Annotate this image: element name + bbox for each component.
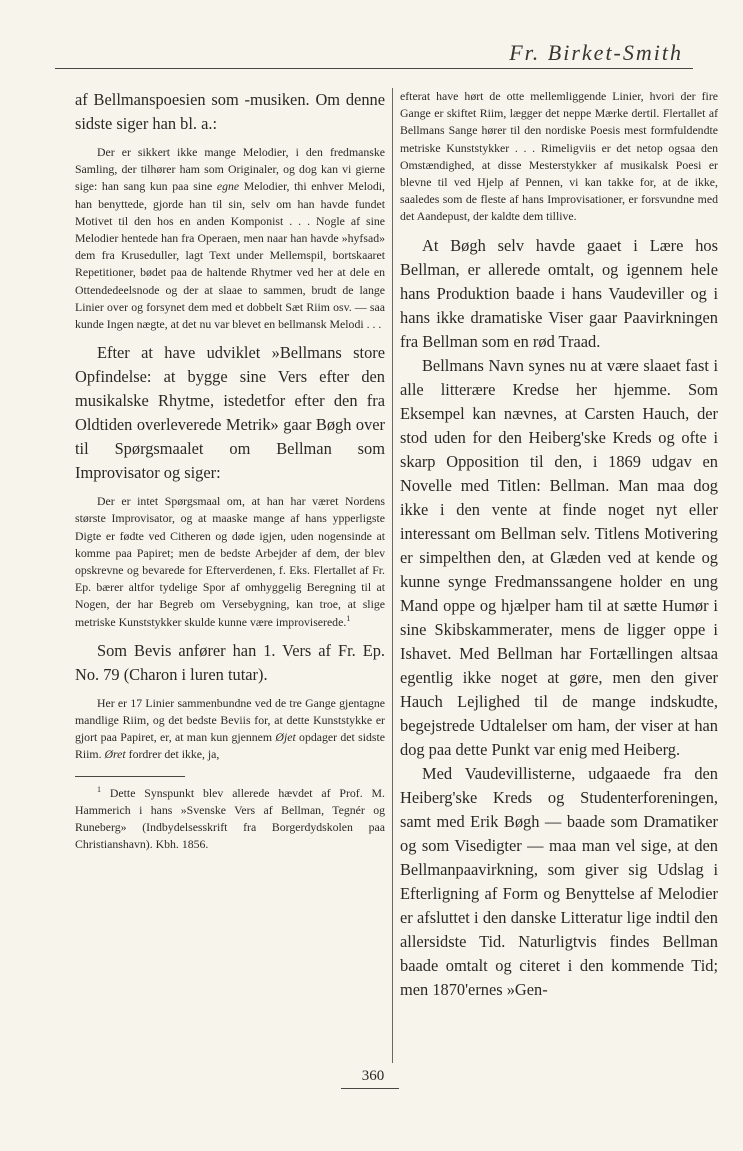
footnote-ref[interactable]: 1 [346,613,351,623]
footnote: $^1$ Dette Synspunkt blev allerede hævdet af Prof. M. Hammerich i hans »Svenske Vers af Bellman, Tegnér og Runeberg» (Indbydelsesskrift fra Borgerdydskolen paa Christianshavn). Kbh. 1856. [75,784,385,852]
footnote-number: 1 [97,784,101,794]
header-rule [55,68,693,69]
emphasis: Øjet [275,730,296,745]
emphasis: Øret [104,747,126,762]
paragraph: Efter at have udviklet »Bellmans store Opfindelse: at bygge sine Vers efter den musikalske Rhytme, istedetfor efter den fra Oldtiden overleverede Metrik» gaar Bøgh over til Spørgsmaalet om Bellman som Improvisator og siger: [75,343,385,483]
page-number-rule [341,1088,399,1089]
right-column [400,88,718,1002]
column-divider [392,88,393,1063]
block-quote: Der er intet Spørgsmaal om, at han har været Nordens største Improvisator, og at maaske mange af hans ypperligste Digte er fødte ved Citheren og døde igjen, uden nogensinde at komme paa Papiret; men de bedste Arbejder af dem, der blev opskrevne og bevarede for Efterverdenen, f. Eks. Flertallet af Fr. Ep. bærer altfor tydelige Spor af omhyggelig Beregning til at Nogen, der har Begreb om Versebygning, kan troe, at slige metriske Kunststykker skulde kunne være improviserede.$^1$ [75,494,385,629]
paragraph: Som Bevis anfører han 1. Vers af Fr. Ep. No. 79 (Charon i luren tutar). [75,640,385,684]
left-column [75,88,385,853]
footnote-rule [75,776,185,777]
block-quote-continuation: efterat have hørt de otte mellemliggende Linier, hvori der fire Gange er skiftet Riim, lægger det neppe Mærke dertil. Flertallet af Bellmans Sange hører til den nordiske Poesis mest formfuldendte metriske Kunststykker . . . Rimeligviis er det netop ogsaa den Omstændighed, at disse Mesterstykker af musikalsk Poesi er blevne til ved Hjelp af Pennen, vi kan takke for, at de ikke, saaledes som de fleste af hans Improvisationer, er forsvundne med det Aandepust, der kaldte dem tillive. [400,89,718,224]
paragraph: At Bøgh selv havde gaaet i Lære hos Bellman, er allerede omtalt, og igennem hele hans Produktion baade i hans Vaudeviller og i hans ikke dramatiske Viser gaar Paavirkningen fra Bellman som en rød Traad. [400,235,718,351]
block-quote: Her er 17 Linier sammenbundne ved de tre Gange gjentagne mandlige Riim, og det bedste Beviis for, at dette Kunststykke er gjort paa Papiret, er, at man kun gjennem Øjet opdager det sidste Riim. Øret fordrer det ikke, ja, [75,695,385,762]
running-head: Fr. Birket-Smith [509,40,683,65]
paragraph: af Bellmanspoesien som -musiken. Om denne sidste siger han bl. a.: [75,90,385,133]
block-quote: Der er sikkert ikke mange Melodier, i den fredmanske Samling, der tilhører ham som Originaler, og dog kan vi gierne sige: han sang kun paa sine egne Melodier, thi enhver Melodi, han benyttede, gjorde han til sin, selv om han havde fundet Motivet til den hos en anden Komponist . . . Nogle af sine Melodier hentede han fra Operaen, men naar han havde »hyfsad» dem fra Kruseduller, lagt Text under Mellemspil, bortskaaret Repetitioner, bødet paa de haltende Rhytmer ved her at dele en Ottendedeelsnode og der at slaae to sammen, brudt de lange Linier over og forsynet dem med et dobbelt Sæt Riim osv. — saa kunde Ingen nægte, at det nu var blevet en bellmansk Melodi . . . [75,145,386,332]
page-number: 360 [361,1068,385,1084]
paragraph: Med Vaudevillisterne, udgaaede fra den Heiberg'ske Kreds og Studenterforeningen, samt med Erik Bøgh — baade som Dramatiker og som Visedigter — maa man vel sige, at den Bellmanpaavirkning, som giver sig Udslag i Efterligning af Form og Benyttelse af Melodier er afsluttet i den danske Litteratur lige indtil den allersidste Tid. Naturligtvis findes Bellman baade omtalt og citeret i den kommende Tid; men 1870'ernes »Gen- [400,763,718,999]
emphasis: egne [216,179,240,194]
paragraph: Bellmans Navn synes nu at være slaaet fast i alle litterære Kredse her hjemme. Som Eksempel kan nævnes, at Carsten Hauch, der stod uden for den Heiberg'ske Kreds og ofte i skarp Opposition til den, i 1869 udgav en Novelle med Titlen: Bellman. Man maa dog ikke i den vente at finde noget nyt eller interessant om Bellman selv. Titlens Motivering er simpelthen den, at Glæden ved at kende og kunne synge Fredmanssangene holder en ung Mand oppe og hjælper ham til at sætte Humør i sine Skibskammerater, mens de ligger oppe i Ishavet. Med Bellman har Fortællingen altsaa egentlig ikke noget at gøre, men den giver Hauch Lejlighed til de mange indskudte, begejstrede Udtalelser om ham, der viser at han dog paa dette Punkt var enig med Heiberg. [400,355,718,759]
